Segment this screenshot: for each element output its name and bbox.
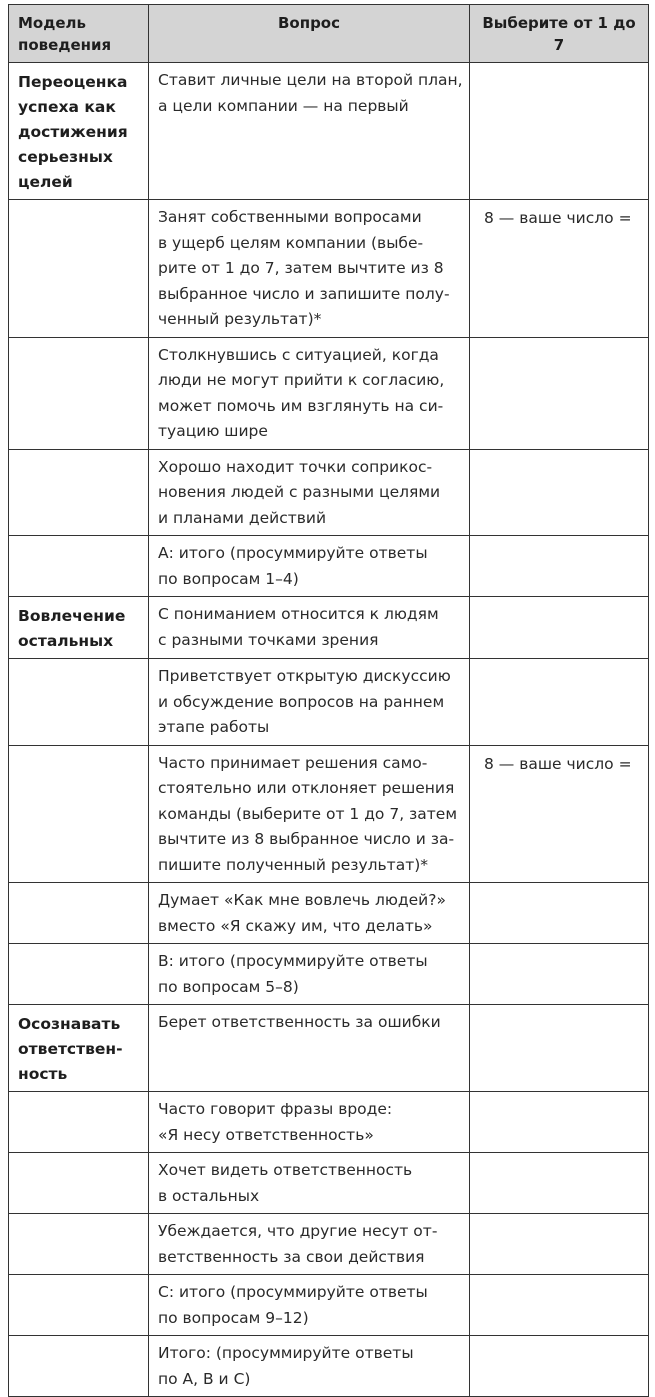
- answer-cell: 8 — ваше число =: [470, 200, 649, 338]
- header-behavior-line: Модель: [18, 14, 86, 32]
- answer-cell: [470, 597, 649, 659]
- behavior-model-cell: [9, 337, 149, 449]
- question-line: и обсуждение вопросов на раннем: [158, 692, 445, 711]
- question-line: по вопросам 1–4): [158, 569, 299, 588]
- behavior-model-cell: [9, 944, 149, 1005]
- table-row: [9, 1005, 649, 1092]
- table-row: [9, 1336, 649, 1397]
- header-behavior-line: поведения: [18, 36, 112, 54]
- question-line: В: итого (просуммируйте ответы: [158, 952, 428, 970]
- question-line: Часто говорит фразы вроде:: [158, 1100, 393, 1118]
- question-line: может помочь им взглянуть на си-: [158, 396, 444, 415]
- question-line: ветственность за свои действия: [158, 1247, 425, 1266]
- behavior-model-cell: [9, 1153, 149, 1214]
- question-line: Убеждается, что другие несут от-: [158, 1222, 438, 1240]
- question-line: команды (выберите от 1 до 7, затем: [158, 804, 458, 823]
- question-cell: [149, 63, 470, 200]
- question-cell: [149, 597, 470, 659]
- behavior-model-line: достижения: [18, 123, 128, 141]
- question-line: выбранное число и запишите полу-: [158, 284, 450, 303]
- table-row: [9, 1214, 649, 1275]
- assessment-sheet: [8, 4, 648, 1397]
- table-header-row: [9, 5, 649, 63]
- answer-cell: [470, 1336, 649, 1397]
- behavior-model-line: остальных: [18, 632, 114, 650]
- question-line: в ущерб целям компании (выбе-: [158, 233, 424, 252]
- behavior-model-line: серьезных: [18, 148, 113, 166]
- header-choose-1-to-7: Выберите от 1 до 7: [470, 5, 649, 63]
- question-cell: [149, 944, 470, 1005]
- question-cell: [149, 1005, 470, 1092]
- question-line: и планами действий: [158, 508, 327, 527]
- behavior-model-line: Переоценка: [18, 73, 128, 91]
- question-line: Хорошо находит точки соприкос-: [158, 457, 433, 476]
- answer-cell: [470, 536, 649, 597]
- behavior-model-cell: [9, 659, 149, 746]
- question-cell: [149, 337, 470, 449]
- question-line: Берет ответственность за ошибки: [158, 1013, 441, 1031]
- answer-cell: [470, 1153, 649, 1214]
- behavior-model-line: Вовлечение: [18, 607, 126, 625]
- question-line: Хочет видеть ответственность: [158, 1161, 413, 1179]
- behavior-model-cell: [9, 745, 149, 883]
- question-line: вместо «Я скажу им, что делать»: [158, 916, 433, 935]
- behavior-model-cell: [9, 883, 149, 944]
- table-row: [9, 659, 649, 746]
- answer-cell: [470, 449, 649, 536]
- question-line: по вопросам 9–12): [158, 1308, 309, 1327]
- table-row: [9, 1275, 649, 1336]
- question-line: в остальных: [158, 1186, 260, 1205]
- header-question: Вопрос: [149, 5, 470, 63]
- answer-cell: [470, 883, 649, 944]
- table-row: [9, 883, 649, 944]
- question-cell: [149, 883, 470, 944]
- question-cell: [149, 1153, 470, 1214]
- table-row: [9, 597, 649, 659]
- table-row: [9, 337, 649, 449]
- behavior-model-cell: [9, 449, 149, 536]
- answer-cell: [470, 1214, 649, 1275]
- question-line: ченный результат)*: [158, 310, 322, 328]
- behavior-assessment-table: [8, 4, 649, 1397]
- behavior-model-cell: [9, 1336, 149, 1397]
- question-line: Приветствует открытую дискуссию: [158, 667, 451, 685]
- behavior-model-cell: [9, 1214, 149, 1275]
- question-line: рите от 1 до 7, затем вычтите из 8: [158, 259, 444, 277]
- question-line: люди не могут прийти к согласию,: [158, 371, 445, 389]
- question-line: пишите полученный результат)*: [158, 855, 429, 874]
- question-line: Занят собственными вопросами: [158, 208, 422, 226]
- question-cell: [149, 1275, 470, 1336]
- table-row: [9, 63, 649, 200]
- question-line: с разными точками зрения: [158, 630, 379, 649]
- behavior-model-cell: [9, 1275, 149, 1336]
- question-line: С: итого (просуммируйте ответы: [158, 1283, 428, 1301]
- question-line: по А, В и С): [158, 1369, 251, 1388]
- behavior-model-line: ответствен-: [18, 1040, 123, 1058]
- question-cell: [149, 200, 470, 338]
- behavior-model-line: успеха как: [18, 98, 116, 116]
- question-cell: [149, 659, 470, 746]
- behavior-model-cell: [9, 1092, 149, 1153]
- question-line: Итого: (просуммируйте ответы: [158, 1344, 414, 1362]
- table-row: [9, 536, 649, 597]
- table-row: [9, 944, 649, 1005]
- answer-cell: [470, 337, 649, 449]
- question-line: «Я несу ответственность»: [158, 1125, 374, 1144]
- answer-cell: [470, 1005, 649, 1092]
- question-line: туацию шире: [158, 422, 268, 440]
- table-row: [9, 745, 649, 883]
- answer-cell: [470, 1275, 649, 1336]
- behavior-model-cell: [9, 63, 149, 200]
- question-line: вычтите из 8 выбранное число и за-: [158, 830, 455, 848]
- table-row: [9, 1153, 649, 1214]
- answer-cell: 8 — ваше число =: [470, 745, 649, 883]
- answer-cell: [470, 944, 649, 1005]
- behavior-model-cell: [9, 597, 149, 659]
- behavior-model-line: Осознавать: [18, 1015, 121, 1033]
- question-line: Столкнувшись с ситуацией, когда: [158, 345, 439, 364]
- table-body: [9, 63, 649, 1397]
- table-row: [9, 449, 649, 536]
- header-behavior-model: [9, 5, 149, 63]
- question-line: а цели компании — на первый: [158, 96, 409, 115]
- behavior-model-line: ность: [18, 1065, 68, 1083]
- question-cell: [149, 1092, 470, 1153]
- behavior-model-cell: [9, 536, 149, 597]
- question-cell: [149, 449, 470, 536]
- question-line: С пониманием относится к людям: [158, 605, 439, 623]
- answer-cell: [470, 659, 649, 746]
- table-row: [9, 200, 649, 338]
- question-line: Думает «Как мне вовлечь людей?»: [158, 891, 446, 909]
- question-cell: [149, 536, 470, 597]
- behavior-model-cell: [9, 200, 149, 338]
- question-line: по вопросам 5–8): [158, 977, 299, 996]
- question-line: этапе работы: [158, 718, 270, 736]
- behavior-model-cell: [9, 1005, 149, 1092]
- question-line: стоятельно или отклоняет решения: [158, 779, 455, 797]
- answer-cell: [470, 63, 649, 200]
- question-cell: [149, 1214, 470, 1275]
- question-line: новения людей с разными целями: [158, 483, 441, 501]
- question-line: А: итого (просуммируйте ответы: [158, 544, 428, 562]
- question-cell: [149, 1336, 470, 1397]
- answer-cell: [470, 1092, 649, 1153]
- behavior-model-line: целей: [18, 173, 73, 191]
- table-row: [9, 1092, 649, 1153]
- question-line: Ставит личные цели на второй план,: [158, 71, 463, 89]
- question-cell: [149, 745, 470, 883]
- question-line: Часто принимает решения само-: [158, 753, 428, 772]
